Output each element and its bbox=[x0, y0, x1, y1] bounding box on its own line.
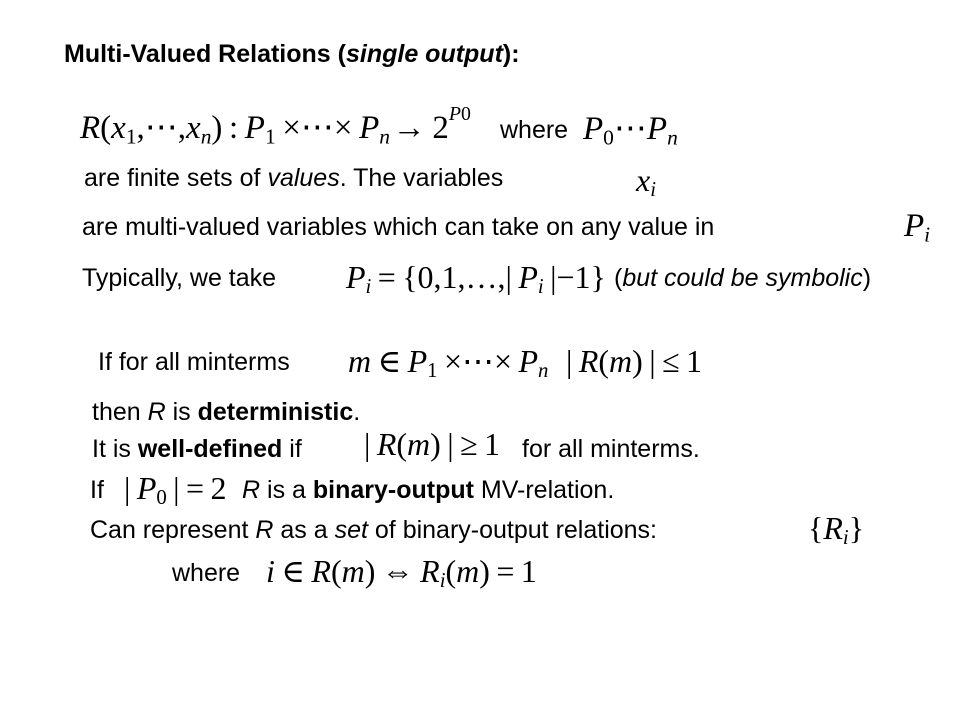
binary-text-a: is a bbox=[260, 476, 313, 504]
binary-output-line bbox=[242, 478, 614, 503]
itis-text: It is bbox=[92, 435, 138, 463]
binary-text-b: MV-relation. bbox=[473, 476, 615, 504]
if-all-minterms-line: If for all minterms bbox=[98, 348, 290, 376]
for-all-minterms-text: for all minterms. bbox=[522, 435, 700, 463]
canrep-r: R bbox=[255, 516, 274, 544]
finite-text-b: . The variables bbox=[339, 164, 504, 192]
can-represent-line bbox=[90, 518, 657, 543]
then-r: R bbox=[147, 398, 166, 426]
symbolic-open: ( bbox=[614, 264, 623, 292]
well-defined-condition: | R(m) | ≥ 1 bbox=[364, 426, 500, 462]
binary-condition: | $P_0$ | = 2 bbox=[124, 470, 227, 510]
minterm-formula: m ∈ $P_1$ ×⋯× $P_n$ bbox=[348, 343, 549, 383]
pi-definition-formula: $P_i$ = {0,1,…,| $P_i$ |−1} bbox=[346, 259, 606, 299]
typically-line: Typically, we take bbox=[82, 264, 277, 292]
xi-formula: $x_i$ bbox=[636, 162, 656, 202]
if-label-2: If bbox=[90, 476, 104, 504]
title-end: ): bbox=[502, 40, 520, 68]
itis-if: if bbox=[282, 435, 302, 463]
relation-formula: $R(x_1,\cdots,x_n)$ : $P_1$ ×⋯× $P_n$ → $2^{P0}$ bbox=[80, 103, 471, 149]
then-is: is bbox=[165, 398, 198, 426]
binary-r: R bbox=[242, 476, 261, 504]
then-text: then bbox=[92, 398, 148, 426]
pi-formula: $P_i$ bbox=[904, 208, 931, 247]
p-range-formula: $P_0\cdots P_n$ bbox=[583, 111, 678, 150]
finite-text-a: are finite sets of bbox=[84, 164, 268, 192]
symbolic-close: ) bbox=[862, 264, 872, 292]
title-text: Multi-Valued Relations ( bbox=[64, 40, 346, 68]
ri-set-formula: $\{R_i\}$ bbox=[808, 510, 865, 550]
where-label-2: where bbox=[172, 559, 241, 587]
canrep-text-b: as a bbox=[273, 516, 335, 544]
slide-title bbox=[64, 42, 520, 67]
where-label-1: where bbox=[500, 116, 569, 144]
multivalued-line: are multi-valued variables which can take on any value in bbox=[82, 213, 715, 241]
canrep-set-italic: set bbox=[334, 516, 368, 544]
equivalence-formula: i ∈ R(m) ⇔ $R_i(m) = 1$ bbox=[266, 553, 537, 593]
finite-values-italic: values bbox=[267, 164, 340, 192]
well-defined-bold: well-defined bbox=[137, 435, 283, 463]
deterministic-condition: | R(m) | ≤ 1 bbox=[566, 343, 702, 379]
deterministic-line bbox=[92, 400, 360, 425]
symbolic-note bbox=[614, 266, 871, 291]
canrep-text-a: Can represent bbox=[90, 516, 256, 544]
canrep-text-c: of binary-output relations: bbox=[367, 516, 658, 544]
finite-sets-line bbox=[84, 166, 503, 191]
symbolic-italic: but could be symbolic bbox=[622, 264, 863, 292]
well-defined-line bbox=[92, 437, 302, 462]
deterministic-bold: deterministic bbox=[197, 398, 354, 426]
binary-output-bold: binary-output bbox=[312, 476, 474, 504]
title-italic: single output bbox=[345, 40, 503, 68]
then-period: . bbox=[353, 398, 361, 426]
